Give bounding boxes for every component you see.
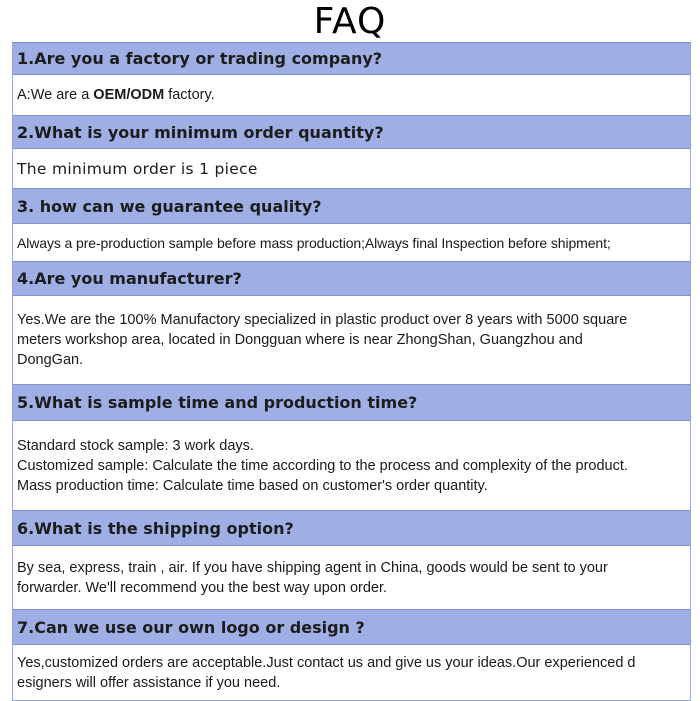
faq-answer-7-line-2: esigners will offer assistance if you need. <box>17 674 281 691</box>
page-title: FAQ <box>313 1 387 42</box>
faq-answer-2-line-1: The minimum order is 1 piece <box>17 159 258 178</box>
faq-question-7: 7.Can we use our own logo or design ? <box>13 609 690 645</box>
faq-answer-5-line-3: Mass production time: Calculate time based on customer's order quantity. <box>17 477 488 494</box>
faq-answer-1-line <box>17 85 686 105</box>
faq-answer-6 <box>13 546 690 609</box>
faq-answer-2 <box>13 149 690 188</box>
faq-answer-7 <box>13 645 690 700</box>
answer-suffix: factory. <box>164 87 215 103</box>
faq-answer-1 <box>13 75 690 115</box>
faq-question-6: 6.What is the shipping option? <box>13 510 690 546</box>
faq-question-3: 3. how can we guarantee quality? <box>13 188 690 224</box>
faq-answer-5-line-2: Customized sample: Calculate the time according to the process and complexity of the product. <box>17 457 628 474</box>
faq-answer-4 <box>13 296 690 384</box>
faq-answer-4-line-2: meters workshop area, located in Dongguan where is near ZhongShan, Guangzhou and <box>17 332 583 348</box>
faq-answer-4-line-3: DongGan. <box>17 352 84 368</box>
faq-question-4: 4.Are you manufacturer? <box>13 261 690 296</box>
faq-answer-6-line-1: By sea, express, train , air. If you have shipping agent in China, goods would be sent to your <box>17 559 608 576</box>
faq-question-5: 5.What is sample time and production time? <box>13 384 690 421</box>
faq-answer-5 <box>13 421 690 510</box>
faq-answer-6-line-2: forwarder. We'll recommend you the best way upon order. <box>17 579 388 596</box>
faq-answer-3 <box>13 224 690 261</box>
faq-answer-4-line-1: Yes.We are the 100% Manufactory specialized in plastic product over 8 years with 5000 square <box>17 312 628 328</box>
answer-prefix: A:We are a <box>17 87 94 103</box>
faq-answer-5-line-1: Standard stock sample: 3 work days. <box>17 437 254 454</box>
oem-odm-emphasis: OEM/ODM <box>93 87 165 103</box>
faq-answer-7-line-1: Yes,customized orders are acceptable.Just contact us and give us your ideas.Our experienced d <box>17 654 636 671</box>
faq-table <box>12 42 691 701</box>
faq-question-2: 2.What is your minimum order quantity? <box>13 115 690 149</box>
faq-question-1: 1.Are you a factory or trading company? <box>13 42 690 75</box>
faq-answer-3-line-1: Always a pre-production sample before mass production;Always final Inspection before shipment; <box>17 234 611 251</box>
